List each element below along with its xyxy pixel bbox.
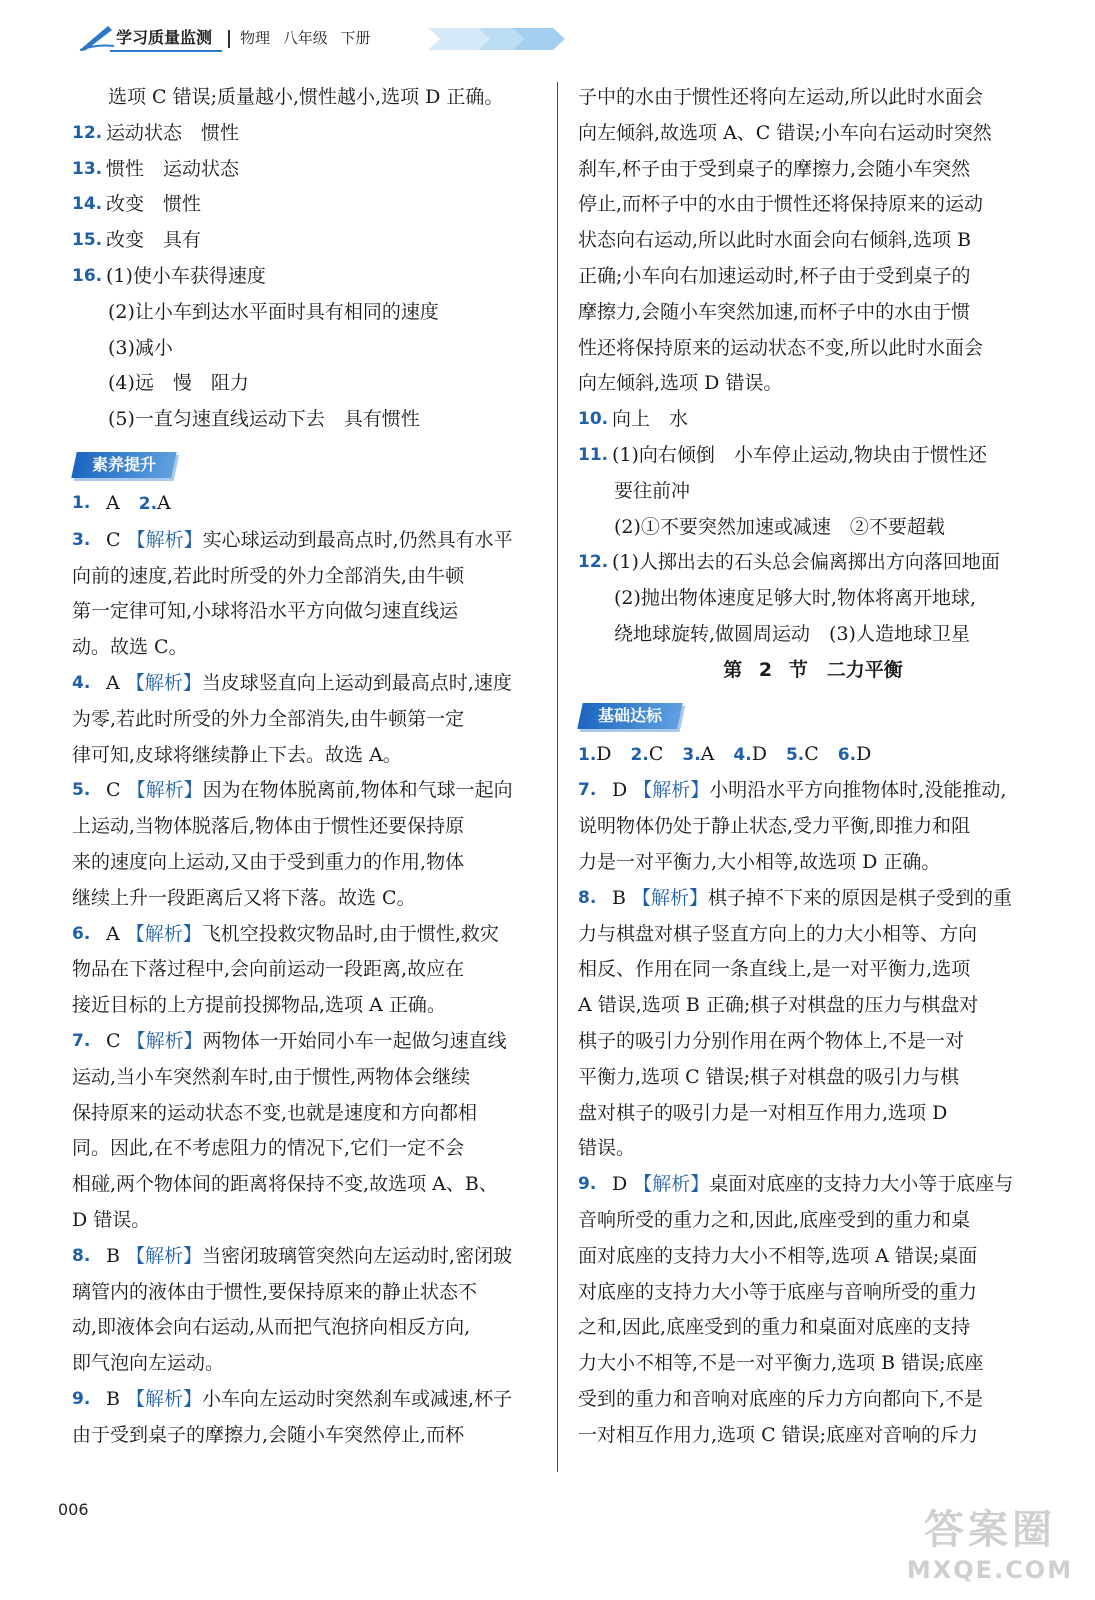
item-number: 3. — [682, 744, 701, 765]
text-line: 向左倾斜,故选项 A、C 错误;小车向右运动时突然 — [578, 121, 992, 144]
item-text: D — [856, 742, 872, 765]
answer-item — [72, 187, 542, 223]
book-brand: 学习质量监测 — [110, 26, 222, 52]
item-number: 12. — [72, 122, 103, 143]
item-number: 7. — [72, 1030, 91, 1051]
text-line: 平衡力,选项 C 错误;棋子对棋盘的吸引力与棋 — [578, 1065, 960, 1088]
text-line: 继续上升一段距离后又将下落。故选 C。 — [72, 886, 416, 909]
answer-item — [72, 1024, 542, 1060]
text-line: 动,即液体会向右运动,从而把气泡挤向相反方向, — [72, 1316, 471, 1339]
answer-item — [72, 486, 542, 523]
item-text: (1)使小车获得速度 — [106, 264, 266, 287]
text-line: 状态向右运动,所以此时水面会向右倾斜,选项 B — [578, 229, 972, 252]
item-number: 16. — [72, 265, 103, 286]
text-line: 相碰,两个物体间的距离将保持不变,故选项 A、B、 — [72, 1173, 498, 1196]
text-line: 接近目标的上方提前投掷物品,选项 A 正确。 — [72, 994, 446, 1017]
item-number: 7. — [578, 780, 597, 801]
item-text: A — [157, 491, 171, 514]
text-line: 盘对棋子的吸引力是一对相互作用力,选项 D — [578, 1101, 948, 1124]
item-number: 2. — [138, 493, 158, 514]
answer-item — [72, 773, 542, 809]
item-number: 4. — [72, 672, 91, 693]
text-line: 刹车,杯子由于受到桌子的摩擦力,会随小车突然 — [578, 157, 971, 180]
text-line: 绕地球旋转,做圆周运动 (3)人造地球卫星 — [614, 622, 970, 645]
analysis-tag: 【解析】 — [126, 528, 203, 551]
item-text: 桌面对底座的支持力大小等于底座与 — [709, 1173, 1014, 1196]
answer-item — [72, 223, 542, 259]
item-number: 1. — [72, 492, 91, 513]
item-number: 5. — [72, 780, 91, 801]
analysis-tag: 【解析】 — [126, 1244, 203, 1267]
text-line: (4)远 慢 阻力 — [108, 372, 249, 395]
item-number: 9. — [578, 1174, 597, 1195]
item-text: 两物体一开始同小车一起做匀速直线 — [202, 1029, 507, 1052]
text-line: 向左倾斜,选项 D 错误。 — [578, 372, 783, 395]
watermark-line1: 答案圈 — [924, 1507, 1056, 1553]
text-line: 棋子的吸引力分别作用在两个物体上,不是一对 — [578, 1029, 965, 1052]
item-text: 飞机空投救灾物品时,由于惯性,救灾 — [201, 922, 499, 945]
item-text: 惯性 运动状态 — [106, 157, 240, 180]
answer-item — [578, 402, 1048, 438]
item-text: 当皮球竖直向上运动到最高点时,速度 — [201, 671, 512, 694]
text-line: 面对底座的支持力大小不相等,选项 A 错误;桌面 — [578, 1244, 978, 1267]
page-number: 006 — [58, 1500, 89, 1519]
item-number: 13. — [72, 158, 103, 179]
text-line: 向前的速度,若此时所受的外力全部消失,由牛顿 — [72, 564, 465, 587]
text-line: 受到的重力和音响对底座的斥力方向都向下,不是 — [578, 1387, 984, 1410]
text-line: 上运动,当物体脱落后,物体由于惯性还要保持原 — [72, 815, 465, 838]
answer-item — [578, 438, 1048, 474]
watermark — [900, 1505, 1080, 1595]
answer-choice: B — [612, 886, 626, 909]
right-column — [578, 80, 1048, 1453]
item-number: 14. — [72, 194, 103, 215]
item-number: 2. — [630, 744, 649, 765]
left-column — [72, 80, 542, 1453]
item-text: C — [804, 742, 838, 765]
answer-item — [72, 1382, 542, 1418]
answer-choice: D — [612, 779, 628, 802]
text-line: 第一定律可知,小球将沿水平方向做匀速直线运 — [72, 600, 459, 623]
section-badge — [577, 703, 683, 729]
text-line: 子中的水由于惯性还将向左运动,所以此时水面会 — [578, 86, 984, 108]
text-line: (2)抛出物体速度足够大时,物体将离开地球, — [614, 587, 976, 610]
text-line: 错误。 — [578, 1137, 636, 1160]
item-number: 3. — [72, 529, 91, 550]
answer-item — [578, 737, 1048, 774]
item-number: 8. — [72, 1245, 91, 1266]
text-line: 要往前冲 — [614, 479, 691, 502]
header-separator — [228, 30, 230, 48]
answer-item — [72, 116, 542, 152]
answer-choice: C — [106, 1029, 121, 1052]
answer-item — [578, 773, 1048, 809]
item-number: 4. — [733, 744, 752, 765]
item-text: 实心球运动到最高点时,仍然具有水平 — [202, 528, 513, 551]
text-line: 摩擦力,会随小车突然加速,而杯子中的水由于惯 — [578, 300, 971, 323]
item-number: 9. — [72, 1388, 91, 1409]
item-number: 11. — [578, 444, 609, 465]
item-number: 6. — [72, 923, 91, 944]
answer-choice: C — [106, 528, 121, 551]
text-line: (2)让小车到达水平面时具有相同的速度 — [108, 300, 439, 323]
item-text: 改变 具有 — [106, 229, 202, 252]
text-line: 一对相互作用力,选项 C 错误;底座对音响的斥力 — [578, 1423, 979, 1446]
section-badge-label: 素养提升 — [92, 454, 157, 474]
text-line: 即气泡向左运动。 — [72, 1352, 225, 1375]
text-line: 物品在下落过程中,会向前运动一段距离,故应在 — [72, 958, 465, 981]
item-text: C — [648, 742, 683, 765]
item-number: 5. — [785, 744, 805, 765]
section-badge-wrap — [72, 438, 542, 486]
text-line: 运动,当小车突然刹车时,由于惯性,两物体会继续 — [72, 1065, 471, 1088]
text-line: 力与棋盘对棋子竖直方向上的力大小相等、方向 — [578, 922, 978, 945]
item-text: A — [700, 742, 734, 765]
answer-item — [72, 917, 542, 953]
answer-item — [578, 1167, 1048, 1203]
item-text: 当密闭玻璃管突然向左运动时,密闭玻 — [202, 1244, 513, 1267]
text-line: 对底座的支持力大小等于底座与音响所受的重力 — [578, 1280, 978, 1303]
analysis-tag: 【解析】 — [633, 779, 710, 802]
item-text: (1)人掷出去的石头总会偏离掷出方向落回地面 — [612, 551, 1000, 574]
analysis-tag: 【解析】 — [632, 886, 709, 909]
item-text: A — [106, 491, 139, 514]
analysis-tag: 【解析】 — [126, 779, 203, 802]
text-line: 为零,若此时所受的外力全部消失,由牛顿第一定 — [72, 707, 465, 730]
item-text: 小明沿水平方向推物体时,没能推动, — [709, 779, 1007, 802]
answer-choice: A — [106, 922, 120, 945]
text-line: 音响所受的重力之和,因此,底座受到的重力和桌 — [578, 1208, 971, 1231]
answer-choice: B — [106, 1244, 120, 1267]
text-line: 性还将保持原来的运动状态不变,所以此时水面会 — [578, 336, 984, 359]
analysis-tag: 【解析】 — [633, 1173, 710, 1196]
text-line: 动。故选 C。 — [72, 636, 188, 659]
answer-choice: A — [106, 671, 120, 694]
page-header — [78, 22, 518, 54]
analysis-tag: 【解析】 — [126, 1029, 203, 1052]
text-line: 停止,而杯子中的水由于惯性还将保持原来的运动 — [578, 193, 984, 216]
item-text: 改变 惯性 — [106, 193, 202, 216]
item-number: 15. — [72, 230, 103, 251]
answer-item — [578, 545, 1048, 581]
watermark-line2: MXQE.COM — [906, 1556, 1074, 1584]
item-text: 向上 水 — [612, 408, 689, 431]
item-number: 10. — [578, 409, 609, 430]
text-line: 相反、作用在同一条直线上,是一对平衡力,选项 — [578, 958, 971, 981]
book-subject: 物理 八年级 下册 — [240, 29, 371, 47]
item-text: 因为在物体脱离前,物体和气球一起向 — [202, 779, 513, 802]
answer-item — [72, 1239, 542, 1275]
item-number: 12. — [578, 552, 609, 573]
item-number: 8. — [578, 887, 597, 908]
answer-choice: D — [612, 1173, 628, 1196]
item-number: 6. — [837, 744, 857, 765]
item-text: 棋子掉不下来的原因是棋子受到的重 — [708, 886, 1013, 909]
text-line: (2)①不要突然加速或减速 ②不要超载 — [614, 515, 945, 538]
item-text: 运动状态 惯性 — [106, 121, 240, 144]
section-badge — [71, 452, 177, 478]
text-line: 保持原来的运动状态不变,也就是速度和方向都相 — [72, 1101, 478, 1124]
text-line: 来的速度向上运动,又由于受到重力的作用,物体 — [72, 850, 465, 873]
item-text: 小车向左运动时突然刹车或减速,杯子 — [202, 1387, 513, 1410]
text-line: 力大小不相等,不是一对平衡力,选项 B 错误;底座 — [578, 1352, 984, 1375]
text-line: (5)一直匀速直线运动下去 具有惯性 — [108, 408, 420, 431]
text-line: A 错误,选项 B 正确;棋子对棋盘的压力与棋盘对 — [578, 994, 979, 1017]
text-line: 璃管内的液体由于惯性,要保持原来的静止状态不 — [72, 1280, 478, 1303]
answer-item — [72, 666, 542, 702]
section-badge-wrap — [578, 689, 1048, 737]
analysis-tag: 【解析】 — [125, 671, 202, 694]
column-divider — [557, 82, 558, 1472]
answer-item — [72, 259, 542, 295]
item-text: (1)向右倾倒 小车停止运动,物块由于惯性还 — [612, 443, 987, 466]
text-line: 正确;小车向右加速运动时,杯子由于受到桌子的 — [578, 264, 971, 287]
chevron-decoration-icon — [428, 24, 578, 54]
text-line: 选项 C 错误;质量越小,惯性越小,选项 D 正确。 — [108, 86, 504, 108]
answer-choice: B — [106, 1387, 120, 1410]
item-text: D — [751, 742, 786, 765]
text-line: 之和,因此,底座受到的重力和桌面对底座的支持 — [578, 1316, 971, 1339]
item-number: 1. — [578, 744, 597, 765]
analysis-tag: 【解析】 — [125, 922, 202, 945]
text-line: D 错误。 — [72, 1208, 151, 1231]
answer-item — [72, 152, 542, 188]
text-line: 同。因此,在不考虑阻力的情况下,它们一定不会 — [72, 1137, 465, 1160]
answer-item — [578, 881, 1048, 917]
text-line: (3)减小 — [108, 336, 173, 359]
answer-choice: C — [106, 779, 121, 802]
text-line: 力是一对平衡力,大小相等,故选项 D 正确。 — [578, 850, 941, 873]
text-line: 由于受到桌子的摩擦力,会随小车突然停止,而杯 — [72, 1423, 465, 1446]
section-badge-label: 基础达标 — [598, 705, 663, 725]
answer-item — [72, 523, 542, 559]
section-title: 第 2 节 二力平衡 — [723, 658, 903, 681]
text-line: 律可知,皮球将继续静止下去。故选 A。 — [72, 743, 402, 766]
analysis-tag: 【解析】 — [126, 1387, 203, 1410]
text-line: 说明物体仍处于静止状态,受力平衡,即推力和阻 — [578, 815, 971, 838]
item-text: D — [596, 742, 631, 765]
